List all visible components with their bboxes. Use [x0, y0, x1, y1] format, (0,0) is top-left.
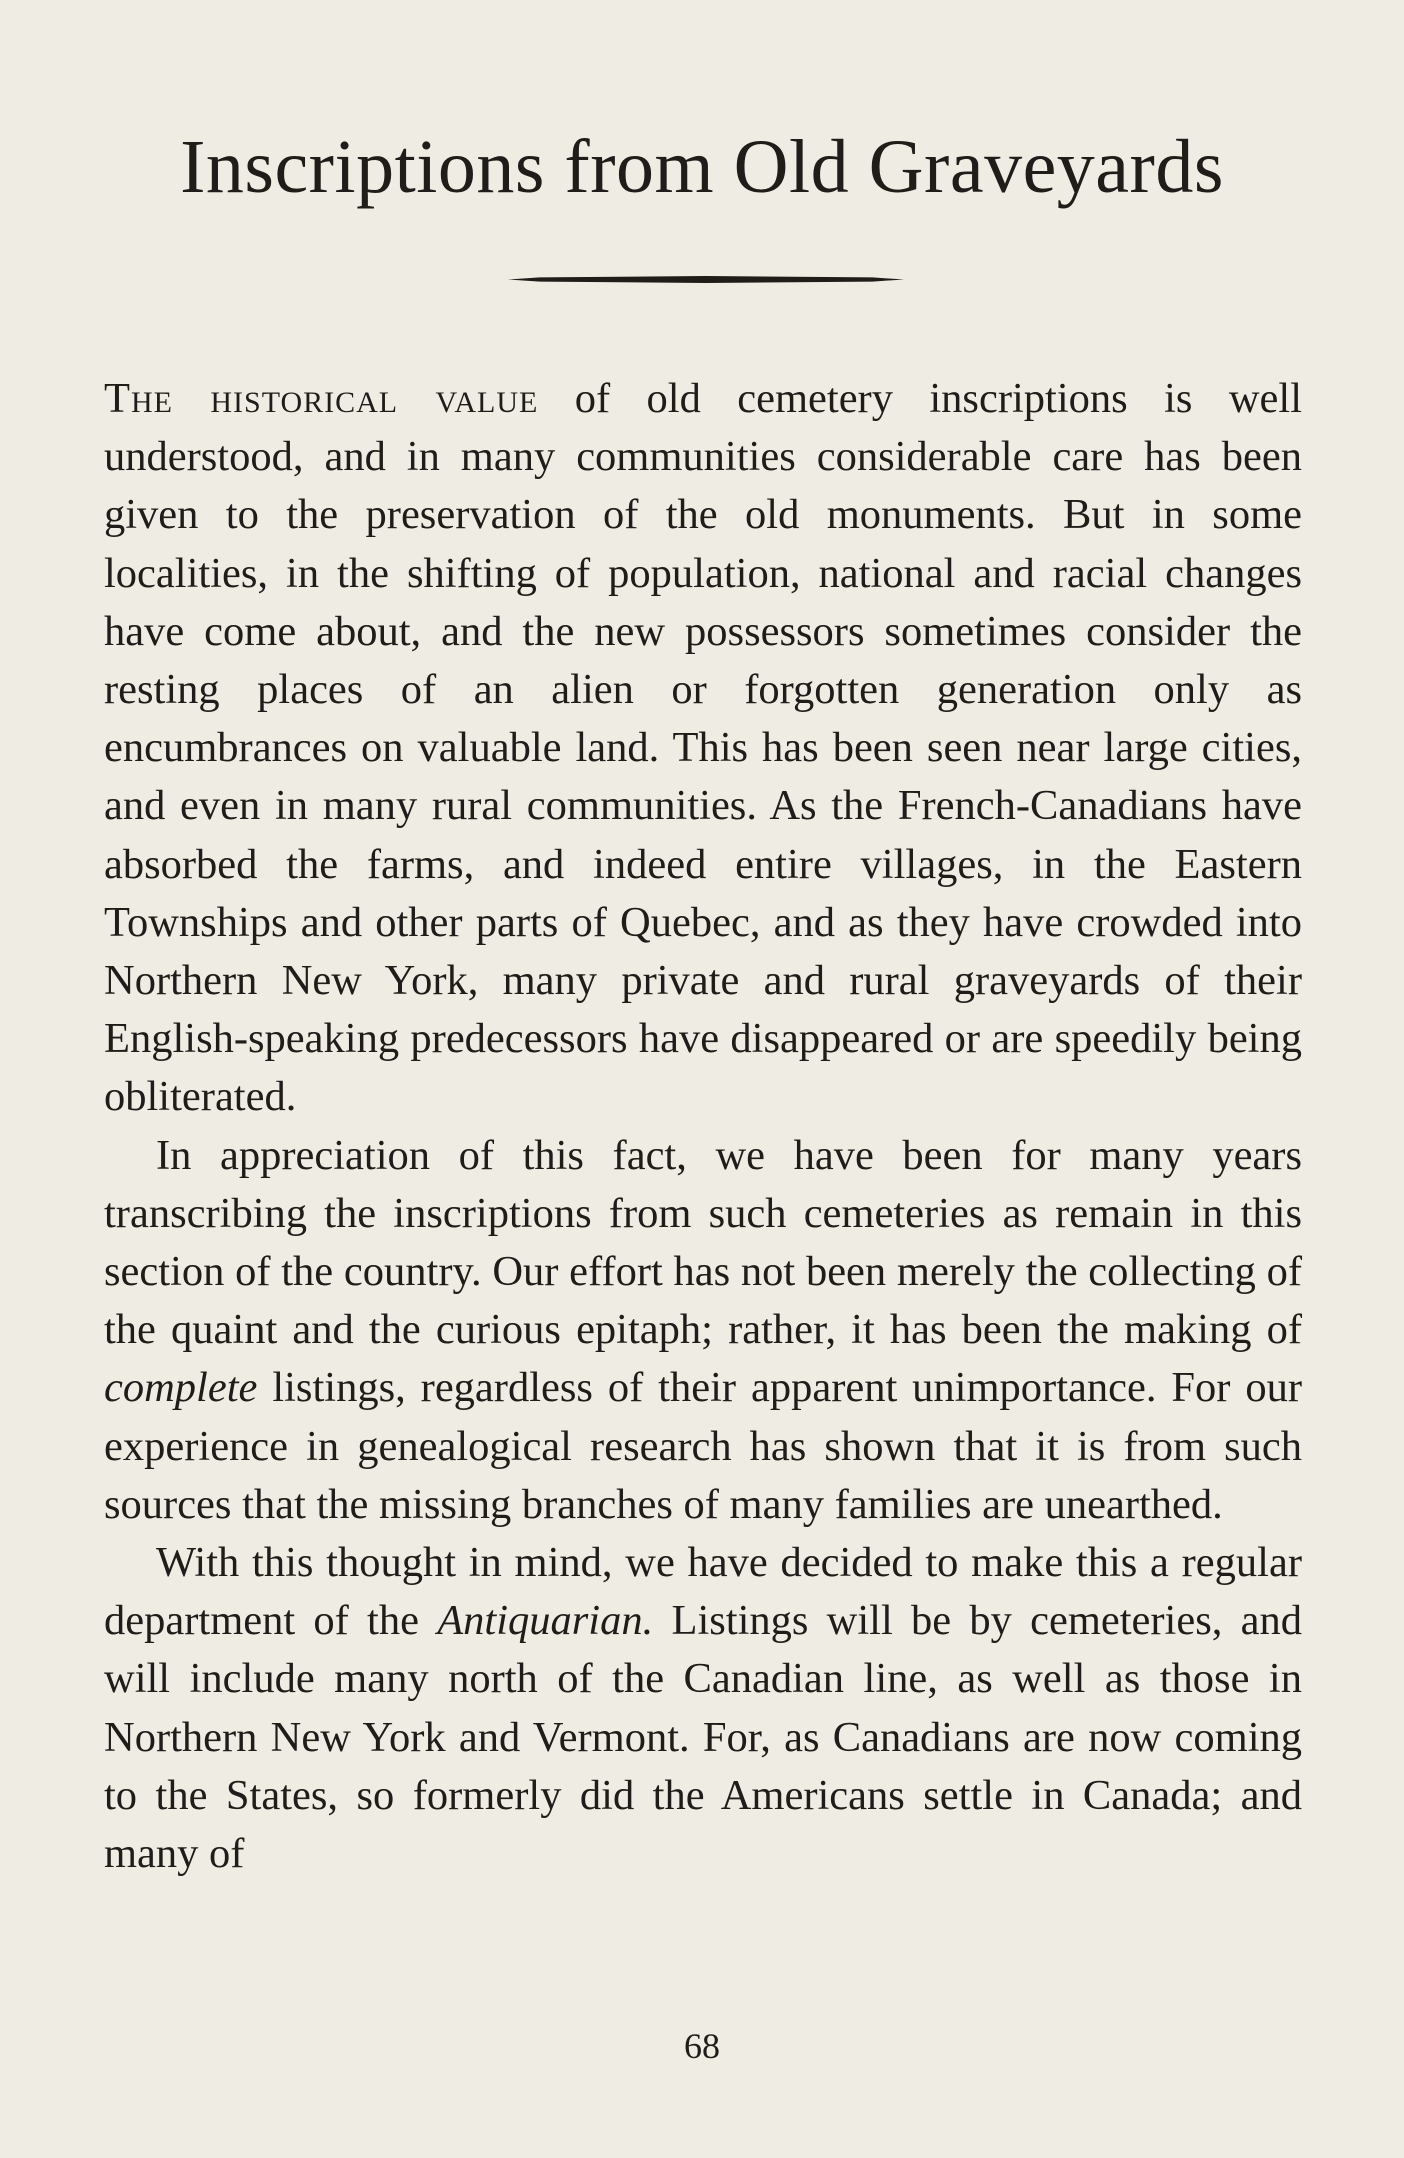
- paragraph-2-text-b: listings, regardless of their apparent unimportance. For our experience in genealogical research has shown that it is from such sources that the missing branches of many families are unearthed.: [104, 1364, 1302, 1528]
- paragraph-3: [104, 1534, 1302, 1883]
- lead-in-small-caps: The historical value: [104, 375, 539, 422]
- paragraph-2: [104, 1127, 1302, 1534]
- article-body: [104, 370, 1302, 1883]
- emphasis-antiquarian: Antiquarian.: [437, 1597, 654, 1645]
- emphasis-complete: complete: [104, 1364, 258, 1412]
- paragraph-3-text-a: With this thought in mind, we have decided to make this a regular department of the: [104, 1539, 1302, 1645]
- paragraph-2-text-a: In appreciation of this fact, we have been for many years transcribing the inscriptions from such cemeteries as remain in this section of the country. Our effort has not been merely the collecting of the quaint and the curious epitaph; rather, it has been the making of: [104, 1131, 1302, 1354]
- paragraph-1: [104, 370, 1302, 1127]
- title-rule-ornament: [508, 276, 904, 283]
- paragraph-3-text-b: Listings will be by cemeteries, and will include many north of the Canadian line, as well as those in Northern New York and Vermont. For, as Canadians are now coming to the States, so formerly did the Americans settle in Canada; and many of: [104, 1597, 1302, 1878]
- paragraph-1-text: of old cemetery inscriptions is well understood, and in many communities considerable care has been given to the preservation of the old monuments. But in some localities, in the shifting of population, national and racial changes have come about, and the new possessors sometimes consider the resting places of an alien or forgotten generation only as encumbrances on valuable land. This has been seen near large cities, and even in many rural communities. As the French-Canadians have absorbed the farms, and indeed entire villages, in the Eastern Townships and other parts of Quebec, and as they have crowded into Northern New York, many private and rural graveyards of their English-speaking predecessors have disappeared or are speedily being obliterated.: [104, 375, 1302, 1121]
- page-number: 68: [684, 2026, 720, 2066]
- page-title: Inscriptions from Old Graveyards: [180, 125, 1224, 209]
